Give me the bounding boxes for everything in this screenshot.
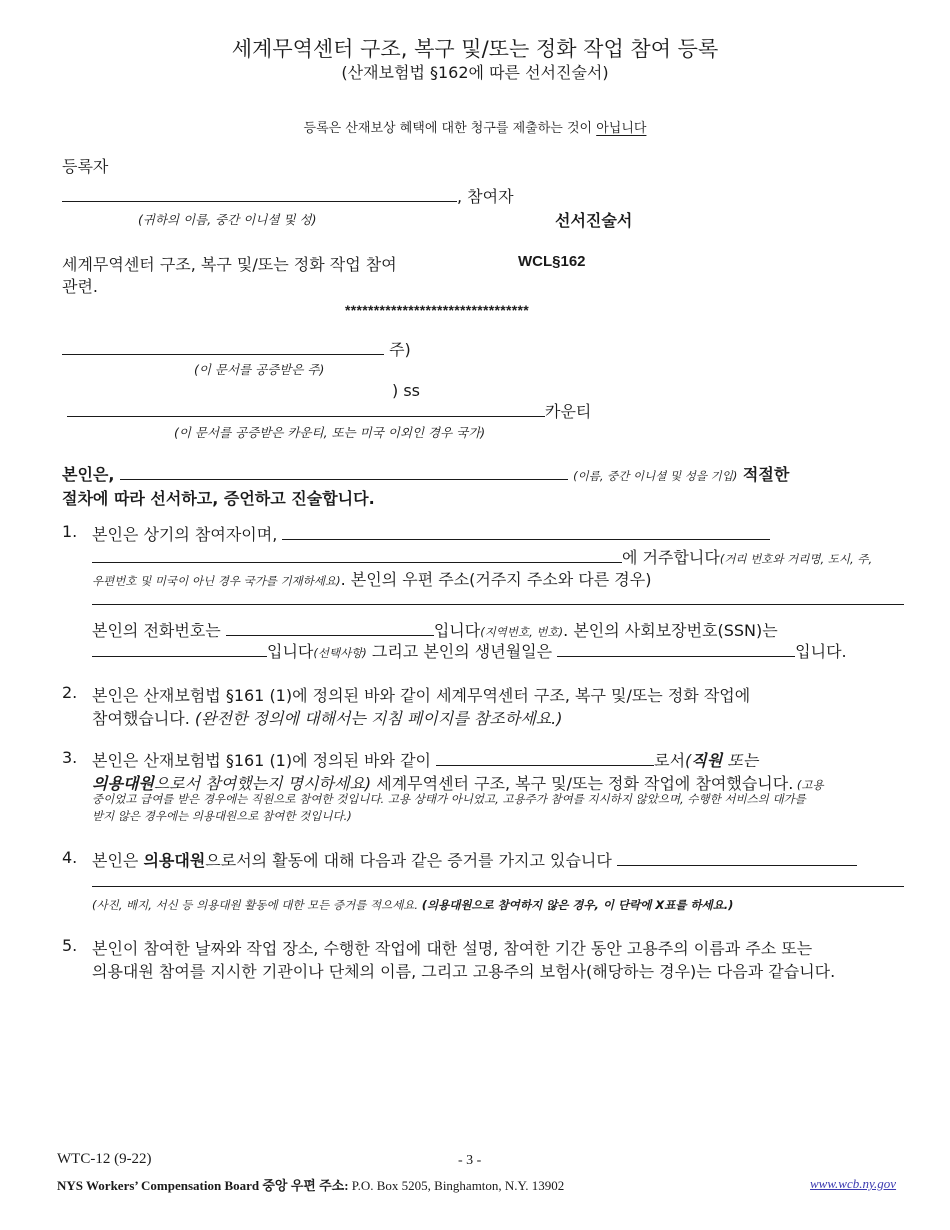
state-row (62, 337, 411, 360)
oath-line-1 (62, 462, 789, 485)
oath-prefix: 본인은, (62, 465, 121, 484)
participant-name-row (62, 184, 514, 207)
item-1-line-3 (92, 567, 651, 590)
item-1-line-4 (92, 618, 778, 641)
phone-hint: (지역번호, 번호) (480, 625, 564, 639)
item-2-text: 참여했습니다. (92, 709, 195, 728)
item-4-volunteer: 의용대원 (143, 851, 206, 870)
item-5-line-1: 본인이 참여한 날짜와 작업 장소, 수행한 작업에 대한 설명, 참여한 기간 동안 고용주의 이름과 주소 또는 (92, 939, 813, 958)
item-5-number: 5. (62, 936, 78, 955)
notice-emphasis: 아닙니다 (596, 121, 647, 136)
participant-suffix: , 참여자 (457, 187, 514, 206)
county-field[interactable] (67, 415, 545, 417)
item-3-or: 또는 (722, 751, 759, 770)
item-4-number: 4. (62, 848, 78, 867)
participant-name-field[interactable] (62, 200, 457, 202)
oath-line-2: 절차에 따라 선서하고, 증언하고 진술합니다. (62, 489, 375, 508)
item-3-role-suffix: 로서 (654, 751, 686, 770)
item-2-instructions-note: (완전한 정의에 대해서는 지침 페이지를 참조하세요.) (194, 709, 563, 728)
page-number: - 3 - (458, 1153, 482, 1168)
role-volunteer: 의용대원 (92, 774, 154, 793)
ss-label: ) ss (392, 381, 420, 400)
item-1-address-hint: (거리 번호와 거리명, 도시, 주, (719, 552, 873, 566)
item-1-text-c: . 본인의 우편 주소(거주지 주소와 다른 경우) (340, 570, 652, 589)
affidavit-label: 선서진술서 (555, 211, 633, 230)
item-1-line-2 (92, 545, 872, 568)
evidence-field-1[interactable] (617, 864, 857, 866)
matter-line-2: 관련. (62, 277, 98, 296)
state-suffix: 주) (384, 340, 411, 359)
participant-name-hint: (귀하의 이름, 중간 이니셜 및 성) (138, 212, 317, 227)
item-1-line-5 (92, 639, 847, 662)
footer-po-box: P.O. Box 5205, Binghamton, N.Y. 13902 (348, 1178, 565, 1193)
form-id: WTC-12 (9-22) (57, 1151, 152, 1167)
county-hint: (이 문서를 공증받은 카운티, 또는 미국 이외인 경우 국가) (174, 425, 486, 440)
item-3-number: 3. (62, 748, 78, 767)
registrant-label: 등록자 (62, 157, 109, 176)
role-employee: 직원 (691, 751, 723, 770)
county-suffix: 카운티 (545, 402, 592, 421)
footer-address (57, 1175, 564, 1194)
mailing-address-field[interactable] (92, 603, 904, 605)
item-3-specify: 으로서 참여했는지 명시하세요) (153, 774, 372, 793)
item-1-line-1 (92, 522, 770, 545)
ssn-label: . 본인의 사회보장번호(SSN)는 (563, 621, 778, 640)
item-1-text-b: 에 거주합니다 (622, 548, 720, 567)
item-1-number: 1. (62, 522, 78, 541)
item-4-x-instruction: (의용대원으로 참여하지 않은 경우, 이 단락에 X표를 하세요.) (421, 898, 734, 912)
page-subtitle: (산재보험법 §162에 따른 선서진술서) (341, 63, 609, 82)
item-5-line-2: 의용대원 참여를 지시한 기관이나 단체의 이름, 그리고 고용주의 보험사(해당하는 경우)는 다음과 같습니다. (92, 962, 836, 981)
dob-field[interactable] (557, 655, 795, 657)
separator-stars: ******************************** (345, 302, 529, 318)
residence-address-field-1[interactable] (282, 538, 770, 540)
phone-suffix: 입니다 (433, 621, 481, 640)
evidence-field-2[interactable] (92, 885, 904, 887)
ssn-suffix: 입니다 (267, 642, 314, 661)
item-4-line-2 (92, 872, 904, 891)
phone-field[interactable] (226, 634, 434, 636)
oath-name-field[interactable] (120, 478, 568, 480)
item-1-address-hint-cont: 우편번호 및 미국이 아닌 경우 국가를 기재하세요) (92, 574, 341, 588)
item-4-text-a: 본인은 (92, 851, 144, 870)
ssn-optional-hint: (선택사항) (313, 646, 367, 660)
item-3-paren: ( (685, 751, 692, 770)
item-3-line-1 (92, 748, 758, 771)
item-3-text: 본인은 산재보험법 §161 (1)에 정의된 바와 같이 (92, 751, 437, 770)
matter-line-1: 세계무역센터 구조, 복구 및/또는 정화 작업 참여 (62, 255, 397, 274)
item-4-hint (92, 894, 733, 913)
dob-label: 그리고 본인의 생년월일은 (366, 642, 558, 661)
mailing-address-row (92, 590, 904, 609)
state-hint: (이 문서를 공증받은 주) (194, 362, 325, 377)
item-1-text-a: 본인은 상기의 참여자이며, (92, 525, 283, 544)
oath-suffix: 적절한 (737, 465, 790, 484)
item-3-hint-line-3: 받지 않은 경우에는 의용대원으로 참여한 것입니다.) (92, 809, 352, 823)
registration-notice (0, 117, 950, 136)
phone-label: 본인의 전화번호는 (92, 621, 226, 640)
item-3-hint-start: (고용 (793, 778, 824, 792)
item-4-text-b: 으로서의 활동에 대해 다음과 같은 증거를 가지고 있습니다 (205, 851, 617, 870)
item-3-hint-line-2: 중이었고 급여를 받은 경우에는 직원으로 참여한 것입니다. 고용 상태가 아니었고, 고용주가 참여를 지시하지 않았으며, 수행한 서비스의 대가를 (92, 792, 806, 806)
residence-address-field-2[interactable] (92, 561, 622, 563)
state-field[interactable] (62, 353, 384, 355)
oath-name-hint: (이름, 중간 이니셜 및 성을 기입) (573, 469, 738, 483)
item-4-evidence-hint: (사진, 배지, 서신 등 의용대원 활동에 대한 모든 증거를 적으세요. (92, 898, 422, 912)
item-2-number: 2. (62, 683, 78, 702)
county-row (67, 399, 591, 422)
ssn-field[interactable] (92, 655, 267, 657)
footer-org: NYS Workers’ Compensation Board 중앙 우편 주소: (57, 1178, 349, 1193)
participation-role-field[interactable] (436, 764, 654, 766)
footer-website (810, 1173, 896, 1192)
item-2-line-1: 본인은 산재보험법 §161 (1)에 정의된 바와 같이 세계무역센터 구조, 복구 및/또는 정화 작업에 (92, 686, 751, 705)
website-link[interactable]: www.wcb.ny.gov (810, 1176, 897, 1191)
statute-reference: WCL§162 (518, 253, 586, 270)
item-4-line-1 (92, 848, 857, 871)
item-2-line-2 (92, 706, 563, 729)
dob-suffix: 입니다. (795, 642, 847, 661)
item-3-text-rest: 세계무역센터 구조, 복구 및/또는 정화 작업에 참여했습니다. (371, 774, 794, 793)
page-title: 세계무역센터 구조, 복구 및/또는 정화 작업 참여 등록 (231, 37, 719, 61)
notice-text: 등록은 산재보상 혜택에 대한 청구를 제출하는 것이 (303, 121, 597, 136)
